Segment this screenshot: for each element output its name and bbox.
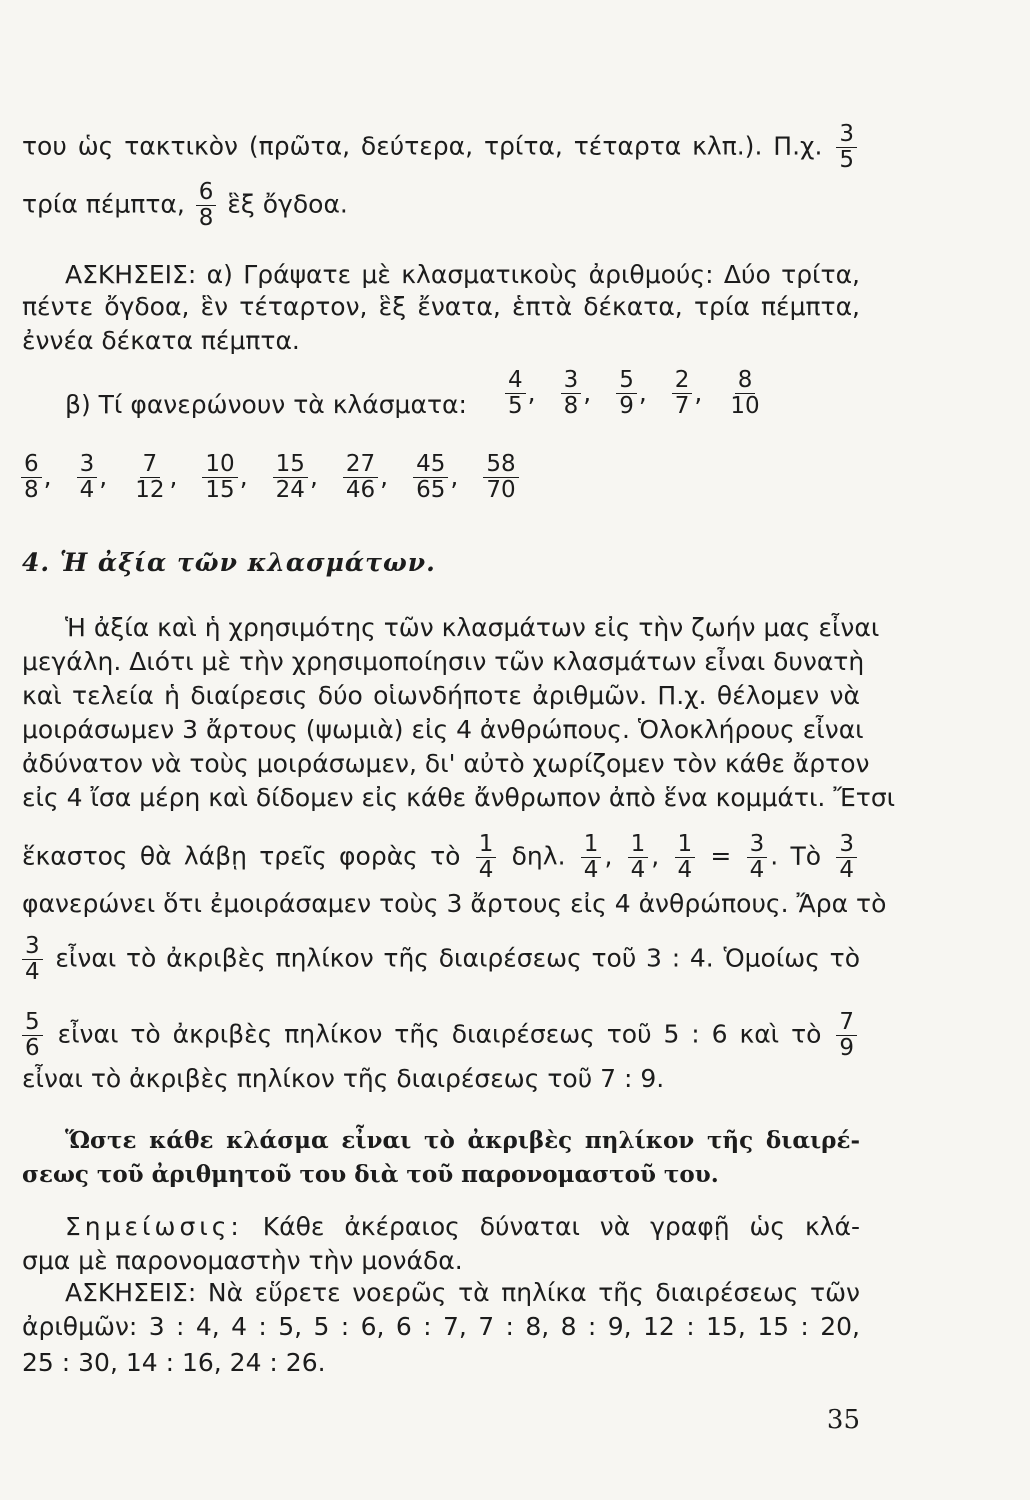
numerator: 6 — [196, 180, 217, 206]
section-title: Ἡ ἀξία τῶν κλασμάτων. — [59, 548, 436, 577]
numerator: 45 — [413, 452, 448, 478]
numerator: 3 — [836, 832, 857, 858]
denominator: 15 — [205, 477, 235, 503]
numerator: 6 — [21, 452, 42, 478]
denominator: 4 — [749, 857, 765, 883]
text-span: εἶναι τὸ ἀκριβὲς πηλίκον τῆς διαιρέσεως τοῦ 5 : 6 καὶ τὸ — [57, 1019, 822, 1049]
fraction-15-24 — [273, 452, 308, 503]
fraction-separator: , — [694, 377, 703, 407]
denominator: 4 — [677, 857, 693, 883]
fraction-10-15 — [202, 452, 237, 503]
fraction-6-8 — [21, 452, 42, 503]
exercise-line: ΑΣΚΗΣΕΙΣ: α) Γράψατε μὲ κλασματικοὺς ἀριθμούς: Δύο τρίτα, — [65, 260, 860, 289]
denominator: 4 — [25, 959, 40, 985]
denominator: 70 — [486, 477, 516, 503]
denominator: 65 — [416, 477, 446, 503]
numerator: 15 — [273, 452, 308, 478]
exercise-line: πέντε ὄγδοα, ἓν τέταρτον, ἓξ ἔνατα, ἑπτὰ δέκατα, τρία πέμπτα, — [22, 292, 860, 321]
note-line — [65, 1210, 860, 1244]
numerator: 7 — [836, 1010, 857, 1036]
denominator: 4 — [839, 857, 854, 883]
numerator: 8 — [735, 368, 756, 394]
text-span: ἓξ ὄγδοα. — [227, 189, 348, 219]
text-span: του ὡς τακτικὸν (πρῶτα, δεύτερα, τρίτα, τέταρτα κλπ.). Π.χ. — [22, 131, 823, 161]
fraction-1-4 — [476, 832, 497, 883]
denominator: 4 — [583, 857, 599, 883]
denominator: 8 — [24, 477, 39, 503]
denominator: 8 — [198, 205, 214, 231]
body-line: εἶναι τὸ ἀκριβὲς πηλίκον τῆς διαιρέσεως τοῦ 7 : 9. — [22, 1064, 665, 1093]
denominator: 10 — [730, 393, 760, 419]
fraction-27-46 — [343, 452, 378, 503]
fraction-5-6 — [22, 1010, 43, 1061]
denominator: 5 — [839, 147, 854, 173]
denominator: 24 — [275, 477, 305, 503]
fraction-3-4 — [22, 934, 43, 985]
fraction-separator: , — [169, 461, 178, 491]
numerator: 27 — [343, 452, 378, 478]
fraction-separator: , — [43, 461, 52, 491]
body-line: εἰς 4 ἴσα μέρη καὶ δίδομεν εἰς κάθε ἄνθρωπον ἀπὸ ἕνα κομμάτι. Ἔτσι — [22, 783, 896, 812]
exercise-line: 25 : 30, 14 : 16, 24 : 26. — [22, 1348, 326, 1377]
note-label: Σημείωσις: — [65, 1212, 243, 1241]
section-number: 4. — [22, 548, 51, 577]
fraction-3-4 — [77, 452, 98, 503]
body-line: Ἡ ἀξία καὶ ἡ χρησιμότης τῶν κλασμάτων εἰς τὴν ζωήν μας εἶναι — [65, 613, 880, 642]
numerator: 3 — [561, 368, 582, 394]
fraction-separator: , — [527, 377, 536, 407]
text-span: εἶναι τὸ ἀκριβὲς πηλίκον τῆς διαιρέσεως τοῦ 3 : 4. Ὁμοίως τὸ — [55, 943, 861, 973]
fractions-row-2 — [18, 452, 521, 503]
fraction-separator: , — [309, 461, 318, 491]
fraction-1-4 — [628, 832, 649, 883]
numerator: 1 — [628, 832, 649, 858]
fraction-7-12 — [132, 452, 167, 503]
numerator: 3 — [747, 832, 768, 858]
note-line: σμα μὲ παρονομαστὴν τὴν μονάδα. — [22, 1246, 463, 1275]
text-span: β) Τί φανερώνουν τὰ κλάσματα: — [65, 390, 467, 419]
text-span: ἕκαστος θὰ λάβῃ τρεῖς φορὰς τὸ — [22, 841, 461, 871]
body-line-with-fractions: ἕκαστος θὰ λάβῃ τρεῖς φορὰς τὸ $\frac{1}{4}$ δηλ. $\frac{1}{4}$ , $\frac{1}{4}$ , $\frac{1}{4}$ = $\frac{3}{4}$ . Τὸ $\frac{3}{4}$ — [22, 832, 860, 883]
fraction-6-8 — [196, 180, 217, 231]
denominator: 4 — [478, 857, 494, 883]
fraction-8-10 — [727, 368, 762, 419]
numerator: 3 — [22, 934, 43, 960]
exercise-line: ἐννέα δέκατα πέμπτα. — [22, 326, 300, 355]
numerator: 2 — [672, 368, 693, 394]
denominator: 9 — [619, 393, 634, 419]
body-line: μοιράσωμεν 3 ἄρτους (ψωμιὰ) εἰς 4 ἀνθρώπους. Ὁλοκλήρους εἶναι — [22, 715, 864, 744]
rule-line: Ὥστε κάθε κλάσμα εἶναι τὸ ἀκριβὲς πηλίκον τῆς διαιρέ- — [65, 1127, 860, 1154]
numerator: 5 — [22, 1010, 43, 1036]
body-line: μεγάλη. Διότι μὲ τὴν χρησιμοποίησιν τῶν κλασμάτων εἶναι δυνατὴ — [22, 647, 865, 676]
fraction-7-9 — [836, 1010, 857, 1061]
fraction-3-8 — [561, 368, 582, 419]
body-line: ἀδύνατον νὰ τοὺς μοιράσωμεν, δι' αὐτὸ χωρίζομεν τὸν κάθε ἄρτον — [22, 749, 870, 778]
fraction-separator: , — [583, 377, 592, 407]
denominator: 12 — [135, 477, 165, 503]
fraction-3-4 — [836, 832, 857, 883]
page-number: 35 — [826, 1405, 860, 1435]
fraction-separator: , — [380, 461, 389, 491]
text-span: . Τὸ — [770, 841, 822, 871]
denominator: 6 — [25, 1035, 40, 1061]
exercise-line: ἀριθμῶν: 3 : 4, 4 : 5, 5 : 6, 6 : 7, 7 : 8, 8 : 9, 12 : 15, 15 : 20, — [22, 1312, 860, 1341]
fractions-row-1 — [502, 368, 765, 419]
body-line: φανερώνει ὅτι ἐμοιράσαμεν τοὺς 3 ἄρτους εἰς 4 ἀνθρώπους. Ἄρα τὸ — [22, 889, 887, 918]
fraction-1-4 — [581, 832, 602, 883]
numerator: 7 — [140, 452, 161, 478]
fraction-1-4 — [675, 832, 696, 883]
text-span: δηλ. — [511, 841, 566, 871]
fraction-separator: , — [638, 377, 647, 407]
text-line — [22, 180, 860, 231]
body-line: καὶ τελεία ἡ διαίρεσις δύο οἱωνδήποτε ἀριθμῶν. Π.χ. θέλομεν νὰ — [22, 681, 860, 710]
numerator: 1 — [675, 832, 696, 858]
numerator: 58 — [483, 452, 518, 478]
text-line — [22, 122, 860, 173]
denominator: 7 — [674, 393, 690, 419]
fraction-5-9 — [616, 368, 637, 419]
fraction-58-70 — [483, 452, 518, 503]
fraction-2-7 — [672, 368, 693, 419]
fraction-45-65 — [413, 452, 448, 503]
rule-line: σεως τοῦ ἀριθμητοῦ του διὰ τοῦ παρονομαστοῦ του. — [22, 1161, 719, 1188]
numerator: 10 — [202, 452, 237, 478]
fraction-separator: , — [239, 461, 248, 491]
fraction-3-4 — [747, 832, 768, 883]
body-line-with-fractions — [22, 1010, 860, 1061]
numerator: 3 — [77, 452, 98, 478]
numerator: 3 — [836, 122, 857, 148]
numerator: 1 — [581, 832, 602, 858]
text-span: Κάθε ἀκέραιος δύναται νὰ γραφῇ ὡς κλά- — [262, 1212, 860, 1241]
fraction-separator: , — [99, 461, 108, 491]
denominator: 8 — [563, 393, 579, 419]
denominator: 5 — [508, 393, 523, 419]
text-span: τρία πέμπτα, — [22, 189, 185, 219]
section-heading — [22, 546, 860, 580]
exercise-line: ΑΣΚΗΣΕΙΣ: Νὰ εὕρετε νοερῶς τὰ πηλίκα τῆς διαιρέσεως τῶν — [65, 1278, 860, 1307]
body-line-with-fraction — [22, 934, 860, 985]
numerator: 4 — [505, 368, 526, 394]
fraction-3-5 — [836, 122, 857, 173]
equals-sign: = — [710, 841, 732, 871]
denominator: 4 — [79, 477, 95, 503]
numerator: 5 — [616, 368, 637, 394]
denominator: 4 — [630, 857, 646, 883]
numerator: 1 — [476, 832, 497, 858]
fraction-separator: , — [450, 461, 459, 491]
fraction-4-5 — [505, 368, 526, 419]
denominator: 46 — [345, 477, 376, 503]
denominator: 9 — [839, 1035, 854, 1061]
